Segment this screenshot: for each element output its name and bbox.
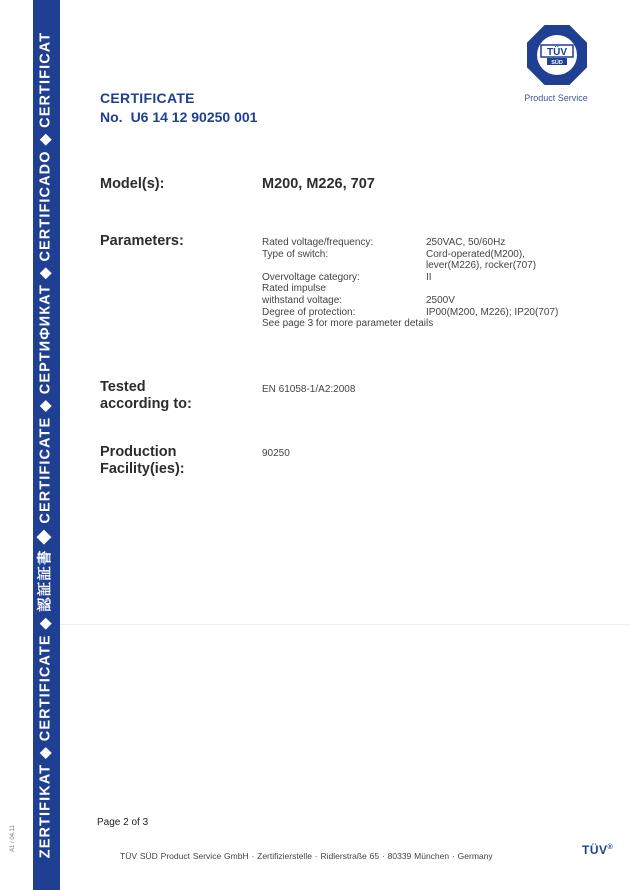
parameter-value: 2500V [426, 294, 455, 306]
parameter-value: II [426, 271, 432, 283]
parameters-label: Parameters: [100, 233, 184, 249]
parameter-value: Cord-operated(M200), [426, 248, 525, 260]
parameter-key: Rated impulse [262, 283, 326, 295]
paper-fold-line [60, 624, 630, 625]
parameter-row [262, 249, 582, 261]
parameter-row [262, 283, 582, 295]
footer-mark-text: TÜV [582, 843, 608, 857]
parameter-row [262, 307, 582, 319]
tuv-sud-logo [527, 25, 587, 85]
parameter-value: lever(M226), rocker(707) [426, 260, 537, 272]
page-number: Page 2 of 3 [97, 817, 149, 828]
footer-address: TÜV SÜD Product Service GmbH · Zertifizierstelle · Ridlerstraße 65 · 80339 München · Germany [120, 851, 493, 861]
parameter-key: Degree of protection: [262, 306, 356, 318]
product-service-label: Product Service [524, 93, 588, 103]
parameter-key: Rated voltage/frequency: [262, 237, 374, 248]
model-label: Model(s): [100, 176, 165, 192]
certificate-number [100, 109, 257, 125]
production-label [100, 444, 185, 478]
registered-mark: ® [607, 844, 614, 851]
tested-label-line1: Tested [100, 379, 146, 395]
production-label-line2: Facility(ies): [100, 461, 185, 477]
logo-text-top: TÜV [547, 47, 567, 58]
certificate-title: CERTIFICATE [100, 90, 195, 106]
parameter-key: Overvoltage category: [262, 271, 360, 283]
parameter-row [262, 295, 582, 307]
footer-tuv-mark [582, 843, 613, 857]
production-label-line1: Production [100, 444, 177, 460]
tested-label-line2: according to: [100, 396, 192, 412]
tested-standard: EN 61058-1/A2:2008 [262, 384, 356, 395]
parameters-note: See page 3 for more parameter details [262, 318, 434, 330]
parameter-value: IP00(M200, M226); IP20(707) [426, 306, 559, 318]
parameter-key [262, 260, 426, 272]
form-code: A1 / 04.11 [10, 825, 16, 852]
parameter-row [262, 272, 582, 284]
certificate-number-label: No. [100, 109, 123, 125]
tested-label [100, 379, 192, 413]
parameter-value [426, 283, 582, 295]
sidebar-certificate-text: ZERTIFIKAT ◆ CERTIFICATE ◆ 認証証書 ◆ CERTIFICATE ◆ СЕРТИФИКАТ ◆ CERTIFICADO ◆ CERTIFICAT [37, 31, 54, 859]
parameter-row [262, 237, 582, 249]
parameters-table [262, 237, 582, 330]
parameter-key: Type of switch: [262, 248, 329, 260]
model-value: M200, M226, 707 [262, 176, 375, 192]
certificate-number-value: U6 14 12 90250 001 [130, 109, 258, 125]
parameter-row [262, 260, 582, 272]
parameter-value: 250VAC, 50/60Hz [426, 237, 506, 248]
parameter-key: withstand voltage: [262, 294, 343, 306]
production-facility-value: 90250 [262, 448, 290, 459]
logo-text-bottom: SÜD [551, 60, 563, 66]
